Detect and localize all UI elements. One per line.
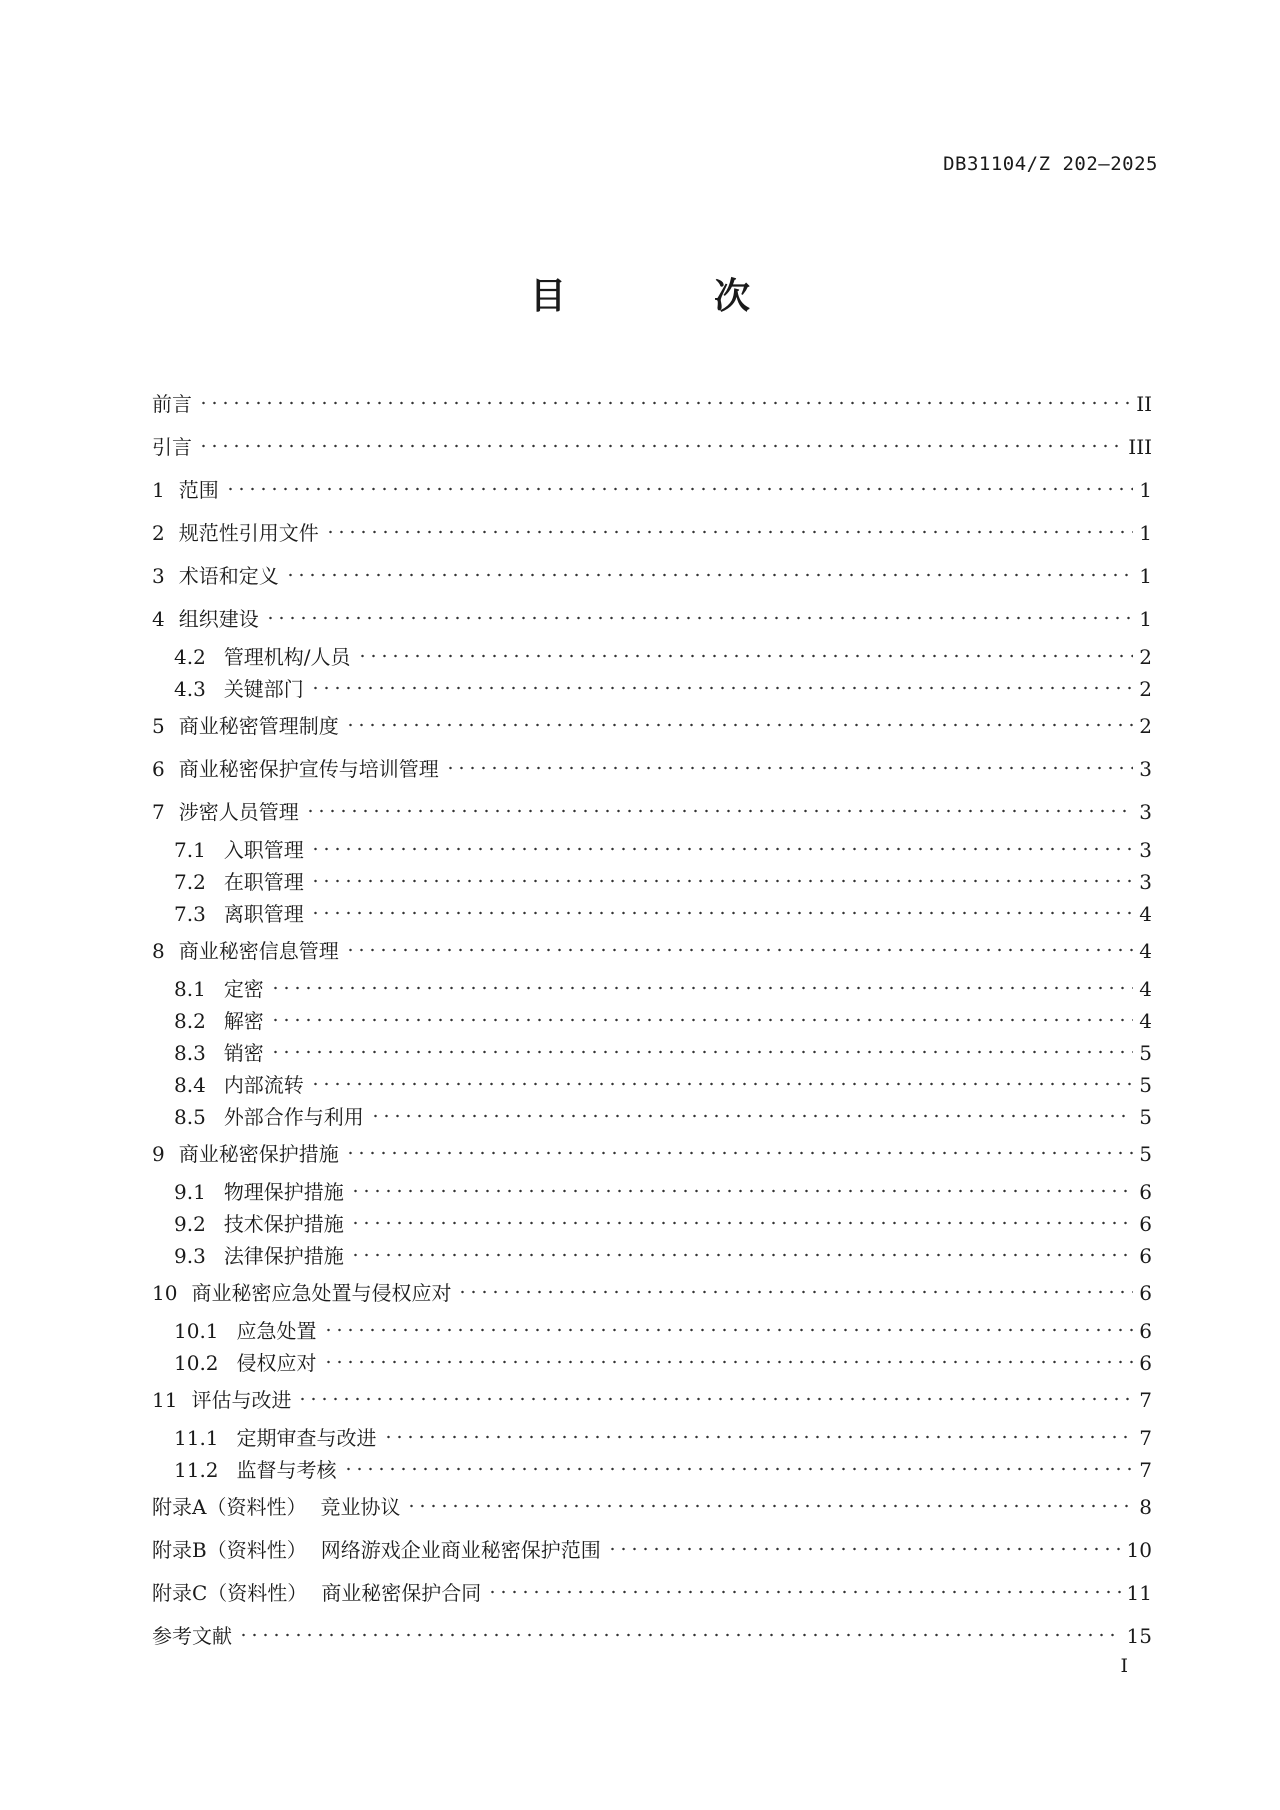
toc-dot-leader xyxy=(310,871,1133,891)
page-title: 目 次 xyxy=(529,276,806,317)
toc-entry-page: 5 xyxy=(1139,1073,1152,1097)
toc-entry-label: 术语和定义 xyxy=(178,564,279,588)
toc-entry[interactable] xyxy=(152,1572,1152,1615)
toc-entry-page: 11 xyxy=(1126,1581,1152,1605)
toc-entry-number: 11.2 xyxy=(174,1458,219,1482)
toc-entry[interactable] xyxy=(152,898,1152,930)
toc-entry[interactable] xyxy=(152,866,1152,898)
toc-entry-label: 参考文献 xyxy=(152,1624,232,1648)
toc-entry-label: 物理保护措施 xyxy=(223,1180,344,1204)
toc-entry[interactable] xyxy=(152,469,1152,512)
toc-dot-leader xyxy=(370,1106,1133,1126)
toc-entry[interactable] xyxy=(152,748,1152,791)
toc-entry-page: 1 xyxy=(1139,564,1152,588)
toc-entry-page: 1 xyxy=(1139,521,1152,545)
toc-dot-leader xyxy=(270,1010,1133,1030)
toc-entry-number: 2 xyxy=(152,521,165,545)
toc-entry[interactable] xyxy=(152,555,1152,598)
toc-dot-leader xyxy=(270,978,1133,998)
toc-entry-number: 9.2 xyxy=(174,1212,206,1236)
toc-entry-label: 商业秘密保护合同 xyxy=(321,1581,482,1605)
toc-entry[interactable] xyxy=(152,791,1152,834)
toc-entry[interactable] xyxy=(152,1615,1152,1658)
toc-dot-leader xyxy=(343,1459,1134,1479)
toc-dot-leader xyxy=(305,801,1134,821)
toc-dot-leader xyxy=(357,646,1134,666)
toc-entry-number: 8 xyxy=(152,939,165,963)
toc-entry-label: 解密 xyxy=(223,1009,264,1033)
toc-entry[interactable] xyxy=(152,673,1152,705)
toc-entry-number: 11.1 xyxy=(174,1426,219,1450)
toc-entry-number: 10 xyxy=(152,1281,178,1305)
toc-entry-number: 9.3 xyxy=(174,1244,206,1268)
toc-entry-page: 5 xyxy=(1139,1105,1152,1129)
toc-entry-page: 2 xyxy=(1139,677,1152,701)
toc-entry[interactable] xyxy=(152,1272,1152,1315)
toc-entry-number: 附录B（资料性） xyxy=(152,1538,307,1562)
toc-entry[interactable] xyxy=(152,1208,1152,1240)
toc-dot-leader xyxy=(350,1213,1133,1233)
toc-entry-number: 7.2 xyxy=(174,870,206,894)
toc-entry[interactable] xyxy=(152,1133,1152,1176)
toc-dot-leader xyxy=(323,1320,1134,1340)
toc-entry-label: 商业秘密保护措施 xyxy=(178,1142,339,1166)
toc-dot-leader xyxy=(297,1389,1133,1409)
toc-entry-page: 4 xyxy=(1139,902,1152,926)
toc-entry[interactable] xyxy=(152,1069,1152,1101)
toc-entry-page: 4 xyxy=(1139,1009,1152,1033)
toc-entry-page: 6 xyxy=(1139,1212,1152,1236)
toc-dot-leader xyxy=(345,940,1134,960)
toc-entry-label: 组织建设 xyxy=(178,607,259,631)
toc-entry-number: 1 xyxy=(152,478,165,502)
toc-entry[interactable] xyxy=(152,1422,1152,1454)
toc-entry-label: 在职管理 xyxy=(223,870,304,894)
toc-entry-label: 内部流转 xyxy=(223,1073,304,1097)
toc-entry-label: 范围 xyxy=(178,478,219,502)
toc-entry-page: 4 xyxy=(1139,939,1152,963)
toc-entry-page: 1 xyxy=(1139,607,1152,631)
toc-entry-label: 入职管理 xyxy=(223,838,304,862)
toc-entry-number: 4 xyxy=(152,607,165,631)
toc-entry-number: 9 xyxy=(152,1142,165,1166)
toc-dot-leader xyxy=(383,1427,1134,1447)
toc-entry-number: 9.1 xyxy=(174,1180,206,1204)
toc-entry-number: 11 xyxy=(152,1388,178,1412)
toc-entry-number: 8.1 xyxy=(174,977,206,1001)
toc-entry-label: 定密 xyxy=(223,977,264,1001)
toc-dot-leader xyxy=(310,678,1133,698)
toc-entry[interactable] xyxy=(152,512,1152,555)
toc-dot-leader xyxy=(345,715,1134,735)
toc-entry-label: 商业秘密信息管理 xyxy=(178,939,339,963)
toc-dot-leader xyxy=(457,1282,1133,1302)
toc-entry-number: 10.1 xyxy=(174,1319,219,1343)
toc-entry-page: 3 xyxy=(1139,870,1152,894)
toc-entry-label: 定期审查与改进 xyxy=(236,1426,377,1450)
toc-entry-page: 5 xyxy=(1139,1041,1152,1065)
toc-dot-leader xyxy=(607,1539,1121,1559)
toc-entry[interactable] xyxy=(152,1240,1152,1272)
toc-dot-leader xyxy=(198,393,1130,413)
toc-entry[interactable] xyxy=(152,930,1152,973)
toc-entry[interactable] xyxy=(152,1379,1152,1422)
toc-entry-label: 评估与改进 xyxy=(191,1388,292,1412)
toc-entry-label: 商业秘密管理制度 xyxy=(178,714,339,738)
toc-entry-number: 8.2 xyxy=(174,1009,206,1033)
toc-entry-label: 技术保护措施 xyxy=(223,1212,344,1236)
toc-entry-label: 销密 xyxy=(223,1041,264,1065)
toc-entry-label: 侵权应对 xyxy=(236,1351,317,1375)
toc-entry[interactable] xyxy=(152,1486,1152,1529)
toc-entry-page: II xyxy=(1136,392,1152,416)
toc-entry[interactable] xyxy=(152,383,1152,426)
toc-entry-label: 网络游戏企业商业秘密保护范围 xyxy=(320,1538,601,1562)
toc-entry[interactable] xyxy=(152,973,1152,1005)
document-id: DB31104/Z 202—2025 xyxy=(943,153,1158,175)
toc-entry-label: 法律保护措施 xyxy=(223,1244,344,1268)
toc-entry-page: 7 xyxy=(1139,1458,1152,1482)
toc-entry[interactable] xyxy=(152,1176,1152,1208)
toc-entry-number: 4.3 xyxy=(174,677,206,701)
toc-entry-number: 8.4 xyxy=(174,1073,206,1097)
toc-entry[interactable] xyxy=(152,1005,1152,1037)
toc-dot-leader xyxy=(270,1042,1133,1062)
toc-entry-page: 10 xyxy=(1126,1538,1152,1562)
toc-entry-page: 8 xyxy=(1139,1495,1152,1519)
toc-dot-leader xyxy=(350,1181,1133,1201)
toc-entry-page: 6 xyxy=(1139,1244,1152,1268)
toc-entry-page: 7 xyxy=(1139,1426,1152,1450)
toc-entry-number: 5 xyxy=(152,714,165,738)
page-number: I xyxy=(1120,1655,1128,1677)
toc-entry-label: 竞业协议 xyxy=(320,1495,401,1519)
toc-entry-number: 7 xyxy=(152,800,165,824)
toc-entry-page: 3 xyxy=(1139,757,1152,781)
toc-entry-page: 6 xyxy=(1139,1281,1152,1305)
toc-entry[interactable] xyxy=(152,598,1152,641)
toc-entry-page: 7 xyxy=(1139,1388,1152,1412)
toc-dot-leader xyxy=(350,1245,1133,1265)
toc-entry-page: 4 xyxy=(1139,977,1152,1001)
toc-entry-page: 2 xyxy=(1139,645,1152,669)
toc-entry-number: 附录A（资料性） xyxy=(152,1495,307,1519)
toc-entry-label: 管理机构/人员 xyxy=(223,645,351,669)
toc-entry[interactable] xyxy=(152,1454,1152,1486)
toc-entry-page: 5 xyxy=(1139,1142,1152,1166)
toc-entry[interactable] xyxy=(152,834,1152,866)
toc-entry[interactable] xyxy=(152,426,1152,469)
toc-entry-label: 商业秘密保护宣传与培训管理 xyxy=(178,757,439,781)
toc-entry-number: 3 xyxy=(152,564,165,588)
toc-entry-number: 7.1 xyxy=(174,838,206,862)
toc-dot-leader xyxy=(445,758,1134,778)
toc-entry-number: 8.5 xyxy=(174,1105,206,1129)
toc-entry-page: 6 xyxy=(1139,1180,1152,1204)
toc-entry-number: 6 xyxy=(152,757,165,781)
toc-dot-leader xyxy=(487,1582,1120,1602)
toc-entry-number: 10.2 xyxy=(174,1351,219,1375)
toc-dot-leader xyxy=(285,565,1134,585)
toc-dot-leader xyxy=(310,1074,1133,1094)
toc-dot-leader xyxy=(265,608,1134,628)
toc-entry-page: 2 xyxy=(1139,714,1152,738)
toc-dot-leader xyxy=(325,522,1134,542)
toc-entry-label: 涉密人员管理 xyxy=(178,800,299,824)
toc-entry-number: 附录C（资料性） xyxy=(152,1581,308,1605)
toc-entry-page: 6 xyxy=(1139,1319,1152,1343)
toc-entry-page: 3 xyxy=(1139,838,1152,862)
toc-entry-page: 6 xyxy=(1139,1351,1152,1375)
toc-entry-page: 15 xyxy=(1126,1624,1152,1648)
toc-entry[interactable] xyxy=(152,641,1152,673)
table-of-contents xyxy=(152,383,1152,1658)
toc-entry-label: 商业秘密应急处置与侵权应对 xyxy=(191,1281,452,1305)
toc-entry-label: 外部合作与利用 xyxy=(223,1105,364,1129)
toc-entry-label: 引言 xyxy=(152,435,192,459)
toc-entry-label: 规范性引用文件 xyxy=(178,521,319,545)
toc-entry-number: 7.3 xyxy=(174,902,206,926)
toc-dot-leader xyxy=(310,839,1133,859)
toc-dot-leader xyxy=(198,436,1122,456)
toc-entry-label: 应急处置 xyxy=(236,1319,317,1343)
toc-entry-label: 关键部门 xyxy=(223,677,304,701)
toc-entry-label: 前言 xyxy=(152,392,192,416)
toc-entry[interactable] xyxy=(152,705,1152,748)
toc-entry-page: III xyxy=(1128,435,1152,459)
toc-dot-leader xyxy=(345,1143,1134,1163)
toc-entry[interactable] xyxy=(152,1529,1152,1572)
toc-dot-leader xyxy=(406,1496,1133,1516)
toc-entry-number: 4.2 xyxy=(174,645,206,669)
toc-entry[interactable] xyxy=(152,1037,1152,1069)
toc-dot-leader xyxy=(310,903,1133,923)
toc-entry-number: 8.3 xyxy=(174,1041,206,1065)
toc-dot-leader xyxy=(238,1625,1121,1645)
toc-entry-label: 监督与考核 xyxy=(236,1458,337,1482)
toc-entry[interactable] xyxy=(152,1347,1152,1379)
toc-dot-leader xyxy=(323,1352,1134,1372)
toc-dot-leader xyxy=(225,479,1134,499)
toc-entry-label: 离职管理 xyxy=(223,902,304,926)
toc-entry[interactable] xyxy=(152,1101,1152,1133)
toc-entry-page: 3 xyxy=(1139,800,1152,824)
toc-entry-page: 1 xyxy=(1139,478,1152,502)
toc-entry[interactable] xyxy=(152,1315,1152,1347)
